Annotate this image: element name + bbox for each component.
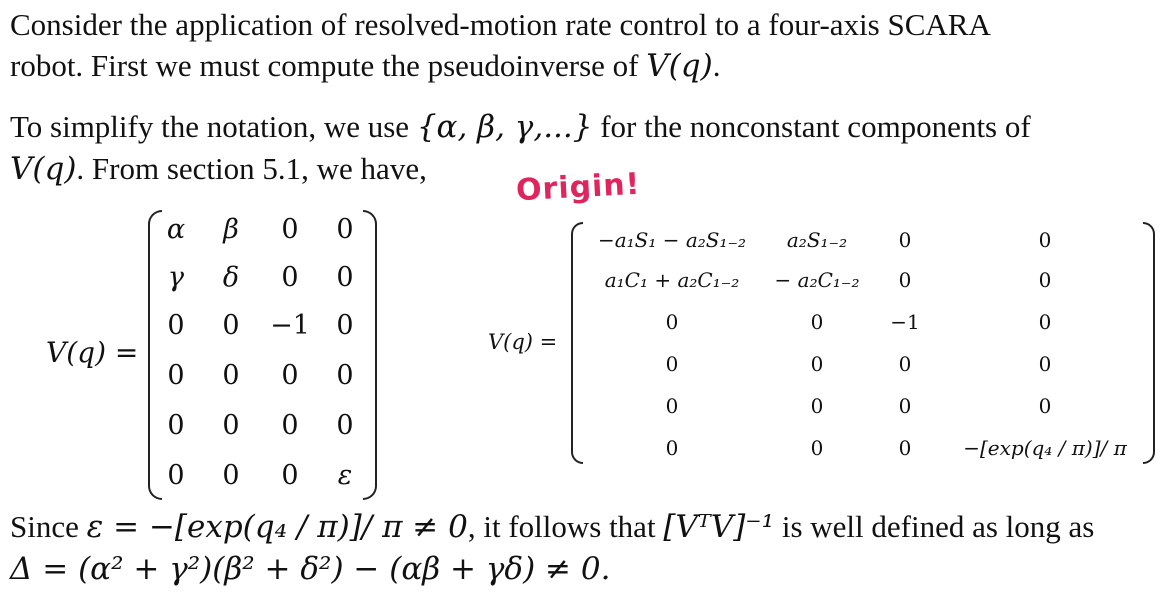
- left-matrix-cell-r6-c3: 0: [281, 460, 299, 491]
- left-matrix-cell-r1-c1: α: [166, 214, 186, 245]
- left-matrix-cell-r3-c3: −1: [270, 310, 310, 341]
- left-matrix-close-bracket: [363, 210, 377, 500]
- right-matrix-cell-r2-c2: − a₂C₁₋₂: [774, 268, 860, 292]
- paragraph-1-line-2: robot. First we must compute the pseudoinverse of V(q).: [10, 48, 721, 84]
- left-matrix-cell-r1-c2: β: [223, 214, 239, 245]
- left-matrix-cell-r5-c4: 0: [336, 410, 354, 441]
- right-matrix-cell-r3-c1: 0: [665, 310, 679, 334]
- left-matrix-cell-r4-c2: 0: [222, 360, 240, 391]
- right-matrix-cell-r4-c1: 0: [665, 352, 679, 376]
- right-matrix-cell-r1-c3: 0: [898, 228, 912, 252]
- left-matrix-cell-r3-c1: 0: [167, 310, 185, 341]
- paragraph-3: [10, 506, 1094, 590]
- vtv-inverse: [VᵀV]⁻¹: [663, 509, 775, 545]
- paragraph-1: [10, 4, 991, 87]
- paragraph-3-line-2: [10, 548, 1094, 590]
- left-matrix-cell-r6-c4: ε: [337, 460, 353, 491]
- left-matrix-cell-r5-c2: 0: [222, 410, 240, 441]
- left-matrix-open-bracket: [148, 210, 162, 500]
- epsilon-equation: ε = −[exp(q₄ / π)]/ π ≠ 0: [86, 509, 468, 545]
- left-matrix-cell-r6-c1: 0: [167, 460, 185, 491]
- left-matrix-cell-r4-c4: 0: [336, 360, 354, 391]
- right-matrix-cell-r4-c4: 0: [1038, 352, 1052, 376]
- right-matrix-cell-r1-c2: a₂S₁₋₂: [786, 228, 848, 252]
- left-matrix-cell-r4-c1: 0: [167, 360, 185, 391]
- right-matrix-close-bracket: [1143, 222, 1155, 464]
- right-matrix-cell-r5-c4: 0: [1038, 394, 1052, 418]
- left-matrix-cell-r5-c1: 0: [167, 410, 185, 441]
- left-matrix-cell-r2-c3: 0: [281, 262, 299, 293]
- right-matrix-cell-r2-c1: a₁C₁ + a₂C₁₋₂: [604, 268, 740, 292]
- set-notation: {α, β, γ,...}: [416, 109, 593, 145]
- left-matrix-label: V(q) =: [46, 336, 139, 369]
- paragraph-2-line-1: To simplify the notation, we use {α, β, γ,...} for the nonconstant components of: [10, 109, 1031, 145]
- paragraph-2-line-2: V(q). From section 5.1, we have,: [10, 151, 427, 187]
- left-matrix-cell-r2-c4: 0: [336, 262, 354, 293]
- right-matrix-label: V(q) =: [488, 330, 558, 354]
- v-of-q: V(q): [646, 48, 713, 84]
- left-matrix-cell-r4-c3: 0: [281, 360, 299, 391]
- paragraph-1-line-1: Consider the application of resolved-motion rate control to a four-axis SCARA: [10, 7, 991, 42]
- left-matrix-cell-r1-c3: 0: [281, 214, 299, 245]
- left-matrix-cell-r3-c4: 0: [336, 310, 354, 341]
- right-matrix-cell-r6-c1: 0: [665, 436, 679, 460]
- origin-annotation: Origin!: [515, 166, 642, 209]
- right-matrix-cell-r2-c4: 0: [1038, 268, 1052, 292]
- left-matrix-cell-r2-c1: γ: [167, 262, 185, 293]
- right-matrix-cell-r1-c4: 0: [1038, 228, 1052, 252]
- right-matrix-cell-r4-c2: 0: [810, 352, 824, 376]
- right-matrix-cell-r3-c2: 0: [810, 310, 824, 334]
- right-matrix-cell-r5-c2: 0: [810, 394, 824, 418]
- right-matrix-cell-r3-c4: 0: [1038, 310, 1052, 334]
- paragraph-3-line-1: Since ε = −[exp(q₄ / π)]/ π ≠ 0, it follows that [VᵀV]⁻¹ is well defined as long as: [10, 509, 1095, 545]
- right-matrix-cell-r3-c3: −1: [890, 310, 920, 334]
- left-matrix-cell-r5-c3: 0: [281, 410, 299, 441]
- left-matrix-cell-r2-c2: δ: [222, 262, 240, 293]
- right-matrix-cell-r5-c1: 0: [665, 394, 679, 418]
- right-matrix-cell-r4-c3: 0: [898, 352, 912, 376]
- right-matrix-cell-r5-c3: 0: [898, 394, 912, 418]
- right-matrix-cell-r2-c3: 0: [898, 268, 912, 292]
- right-matrix-cell-r6-c2: 0: [810, 436, 824, 460]
- left-matrix-cell-r3-c2: 0: [222, 310, 240, 341]
- right-matrix-cell-r6-c3: 0: [898, 436, 912, 460]
- delta-condition: Δ = (α² + γ²)(β² + δ²) − (αβ + γδ) ≠ 0.: [10, 551, 611, 587]
- right-matrix-cell-r1-c1: −a₁S₁ − a₂S₁₋₂: [597, 228, 747, 252]
- right-matrix-cell-r6-c4: −[exp(q₄ / π)]/ π: [963, 436, 1127, 460]
- right-matrix-open-bracket: [571, 222, 583, 464]
- left-matrix-cell-r1-c4: 0: [336, 214, 354, 245]
- left-matrix-cell-r6-c2: 0: [222, 460, 240, 491]
